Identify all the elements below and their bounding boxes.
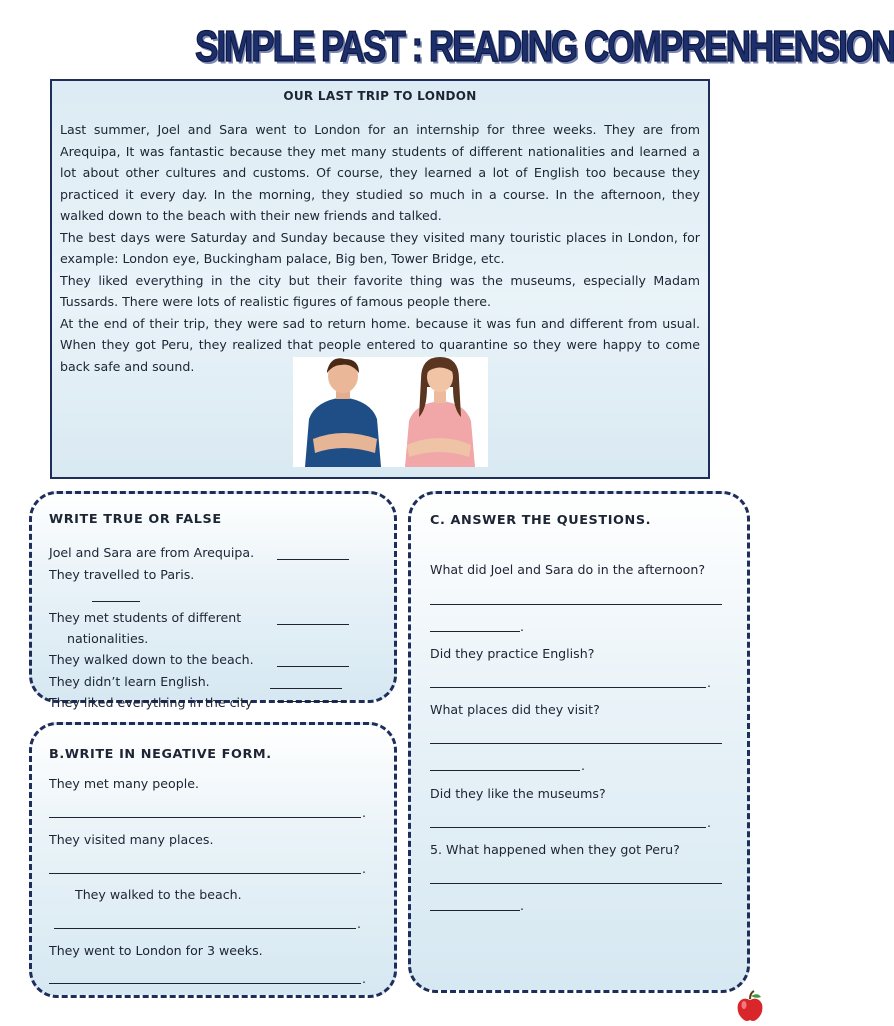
kids-photo xyxy=(293,357,488,467)
answer-blank-4[interactable] xyxy=(277,666,349,667)
statement-1: Joel and Sara are from Arequipa. xyxy=(49,545,255,560)
page-title: SIMPLE PAST : READING COMPRENHENSION xyxy=(195,22,894,71)
question-4: Did they like the museums? xyxy=(430,786,606,801)
true-false-section xyxy=(29,491,397,710)
period-mark: . xyxy=(581,758,586,773)
period-mark: . xyxy=(362,861,367,876)
section-a-title: WRITE TRUE OR FALSE xyxy=(49,512,222,527)
statement-2: They travelled to Paris. xyxy=(49,567,195,582)
answer-line-q5a[interactable] xyxy=(430,883,722,884)
question-2: Did they practice English? xyxy=(430,646,595,661)
reading-paragraph: Last summer, Joel and Sara went to London for an internship for three weeks. They are from Arequipa, It was fantastic because they met many students of different nationalities and learned a lot about other cultures and customs. Of course, they learned a lot of English too because they practiced it every day. In the morning, they studied so much in a course. In the afternoon, they walked down to the beach with their new friends and talked. xyxy=(60,122,700,223)
answer-line-q1a[interactable] xyxy=(430,604,722,605)
answer-line-q2[interactable] xyxy=(430,687,706,688)
period-mark: . xyxy=(707,675,712,690)
period-mark: . xyxy=(357,916,362,931)
answer-blank-3[interactable] xyxy=(277,624,349,625)
question-3: What places did they visit? xyxy=(430,702,600,717)
statement-3-continued: nationalities. xyxy=(67,631,149,646)
statement-3: They met students of different xyxy=(49,610,242,625)
answer-line-q1b[interactable] xyxy=(430,631,520,632)
reading-paragraph: The best days were Saturday and Sunday because they visited many touristic places in London, for example: London eye, Buckingham palace, Big ben, Tower Bridge, etc. xyxy=(60,229,700,266)
answer-blank-5[interactable] xyxy=(270,688,342,689)
answer-line-4[interactable] xyxy=(49,983,361,984)
question-1: What did Joel and Sara do in the afternoon? xyxy=(430,562,706,577)
answer-line-q5b[interactable] xyxy=(430,910,520,911)
apple-icon xyxy=(736,990,764,1026)
answer-line-q3b[interactable] xyxy=(430,770,580,771)
answer-blank-6[interactable] xyxy=(277,701,347,702)
reading-text xyxy=(60,119,700,377)
answer-line-1[interactable] xyxy=(49,817,361,818)
statement-4: They walked down to the beach. xyxy=(49,652,254,667)
period-mark: . xyxy=(520,619,525,634)
section-c-title: C. ANSWER THE QUESTIONS. xyxy=(430,513,652,528)
period-mark: . xyxy=(707,815,712,830)
statement-5: They didn’t learn English. xyxy=(49,674,210,689)
question-5: 5. What happened when they got Peru? xyxy=(430,842,680,857)
answer-blank-1[interactable] xyxy=(277,559,349,560)
statement-6: They liked everything in the city xyxy=(49,695,253,710)
sentence-1: They met many people. xyxy=(49,776,199,791)
period-mark: . xyxy=(362,805,367,820)
answer-line-2[interactable] xyxy=(49,873,361,874)
answer-questions-section xyxy=(408,491,750,993)
answer-line-q4[interactable] xyxy=(430,827,706,828)
reading-passage-box xyxy=(50,79,710,479)
answer-blank-2[interactable] xyxy=(92,601,140,602)
reading-paragraph: They liked everything in the city but their favorite thing was the museums, especially Madam Tussards. There were lots of realistic figures of famous people there. xyxy=(60,272,700,309)
sentence-2: They visited many places. xyxy=(49,832,214,847)
reading-heading: OUR LAST TRIP TO LONDON xyxy=(283,89,477,103)
period-mark: . xyxy=(520,898,525,913)
sentence-4: They went to London for 3 weeks. xyxy=(49,943,263,958)
answer-line-q3a[interactable] xyxy=(430,743,722,744)
reading-paragraph: At the end of their trip, they were sad to return home. because it was fun and different from usual. When they got Peru, they realized that people entered to quarantine so they were happy to come back safe and sound. xyxy=(60,315,700,374)
negative-form-section xyxy=(29,722,397,998)
period-mark: . xyxy=(362,971,367,986)
sentence-3: They walked to the beach. xyxy=(75,887,242,902)
section-b-title: B.WRITE IN NEGATIVE FORM. xyxy=(49,747,272,762)
answer-line-3[interactable] xyxy=(54,928,356,929)
